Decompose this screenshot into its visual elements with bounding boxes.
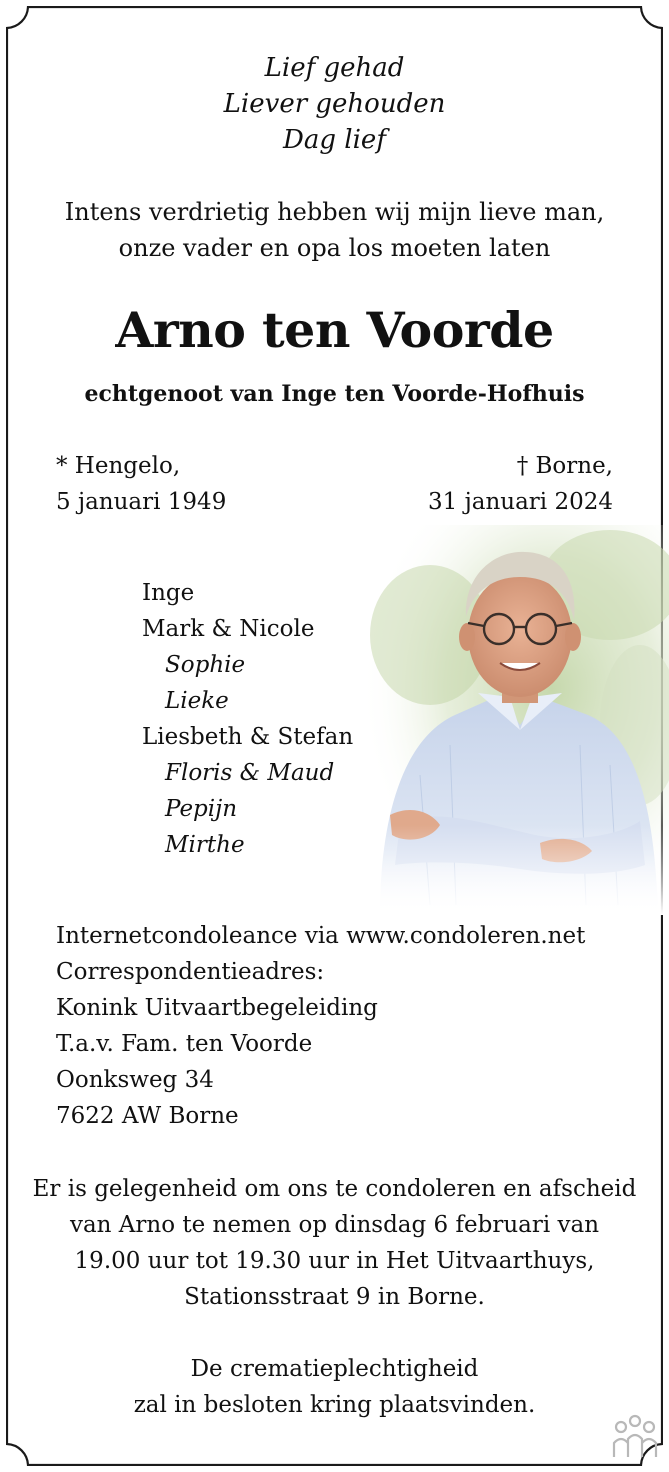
address-line: Correspondentieadres:	[56, 959, 325, 985]
poem	[0, 50, 669, 158]
cremation-line: De crematieplechtigheid	[190, 1356, 479, 1382]
address-line: T.a.v. Fam. ten Voorde	[56, 1031, 313, 1057]
family-member: Liesbeth & Stefan	[142, 724, 354, 750]
condolence-line: 19.00 uur tot 19.30 uur in Het Uitvaarthuys,	[74, 1248, 595, 1274]
poem-line: Liever gehouden	[223, 89, 446, 119]
grandchild: Floris & Maud	[165, 760, 335, 786]
address-line: 7622 AW Borne	[56, 1103, 239, 1129]
grandchild: Sophie	[165, 652, 246, 678]
cremation-info	[0, 1351, 669, 1423]
intro-text	[0, 194, 669, 266]
poem-line: Lief gehad	[264, 53, 405, 83]
family-list	[142, 575, 353, 863]
condolence-line: Stationsstraat 9 in Borne.	[184, 1284, 485, 1310]
spouse-line: echtgenoot van Inge ten Voorde-Hofhuis	[84, 381, 585, 407]
poem-line: Dag lief	[283, 125, 386, 155]
cremation-line: zal in besloten kring plaatsvinden.	[133, 1392, 536, 1418]
correspondence-address	[56, 918, 585, 1134]
people-group-icon	[610, 1413, 660, 1461]
death-date: 31 januari 2024	[428, 489, 613, 515]
grandchild: Mirthe	[165, 832, 245, 858]
condolence-line: Er is gelegenheid om ons te condoleren en afscheid	[32, 1176, 637, 1202]
portrait-photo	[360, 525, 669, 915]
address-line: Internetcondoleance via www.condoleren.net	[56, 923, 586, 949]
family-member: Mark & Nicole	[142, 616, 315, 642]
intro-line: onze vader en opa los moeten laten	[118, 234, 551, 262]
death-info	[428, 448, 613, 520]
condolence-line: van Arno te nemen op dinsdag 6 februari van	[69, 1212, 600, 1238]
birth-date: 5 januari 1949	[56, 489, 227, 515]
address-line: Oonksweg 34	[56, 1067, 214, 1093]
birth-info	[56, 448, 226, 520]
condolence-info	[0, 1171, 669, 1315]
deceased-name: Arno ten Voorde	[115, 301, 554, 359]
grandchild: Pepijn	[165, 796, 238, 822]
death-place: † Borne,	[516, 453, 613, 479]
address-line: Konink Uitvaartbegeleiding	[56, 995, 378, 1021]
family-member: Inge	[142, 580, 195, 606]
intro-line: Intens verdrietig hebben wij mijn lieve man,	[64, 198, 605, 226]
birth-place: * Hengelo,	[56, 453, 181, 479]
grandchild: Lieke	[165, 688, 229, 714]
